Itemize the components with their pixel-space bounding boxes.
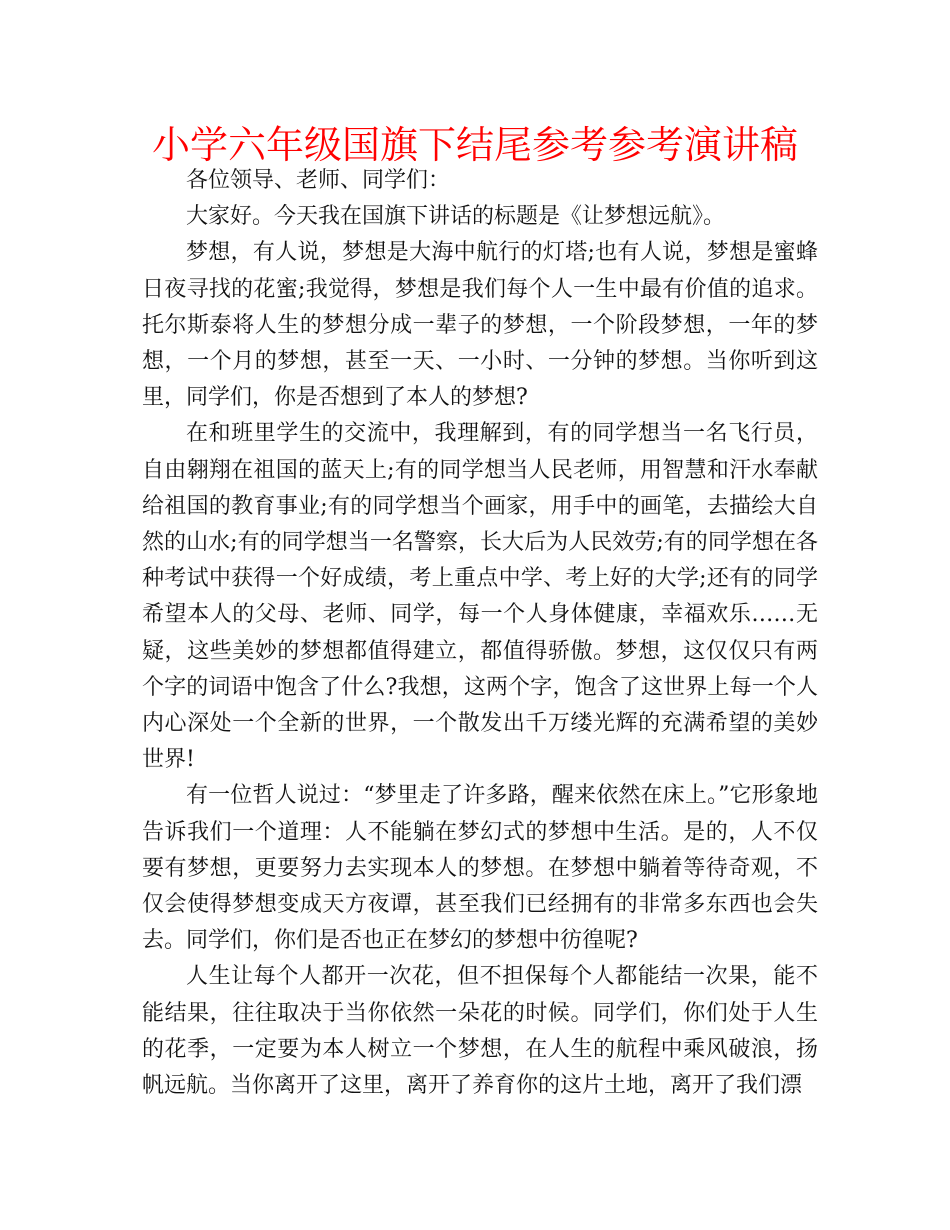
document-body <box>142 163 818 1104</box>
paragraph-intro: 大家好。今天我在国旗下讲话的标题是《让梦想远航》。 <box>186 204 726 230</box>
document-title: 小学六年级国旗下结尾参考参考演讲稿 <box>151 123 798 167</box>
paragraph-philosopher-quote: 有一位哲人说过：“梦里走了许多路，醒来依然在床上。”它形象地告诉我们一个道理：人不能躺在梦幻式的梦想中生活。是的，人不仅要有梦想，更要努力去实现本人的梦想。在梦想中躺着等待奇观，不仅会使得梦想变成天方夜谭，甚至我们已经拥有的非常多东西也会失去。同学们，你们是否也正在梦幻的梦想中彷徨呢? <box>142 783 818 954</box>
paragraph-dream-definition: 梦想，有人说，梦想是大海中航行的灯塔;也有人说，梦想是蜜蜂日夜寻找的花蜜;我觉得，梦想是我们每个人一生中最有价值的追求。托尔斯泰将人生的梦想分成一辈子的梦想，一个阶段梦想，一年的梦想，一个月的梦想，甚至一天、一小时、一分钟的梦想。当你听到这里，同学们，你是否想到了本人的梦想? <box>142 240 818 411</box>
paragraph-greeting: 各位领导、老师、同学们： <box>186 168 451 193</box>
paragraph-life-flower: 人生让每个人都开一次花，但不担保每个人都能结一次果，能不能结果，往往取决于当你依然一朵花的时候。同学们，你们处于人生的花季，一定要为本人树立一个梦想，在人生的航程中乘风破浪，扬帆远航。当你离开了这里，离开了养育你的这片土地，离开了我们漂 <box>142 964 818 1099</box>
paragraph-classmate-dreams: 在和班里学生的交流中，我理解到，有的同学想当一名飞行员，自由翱翔在祖国的蓝天上;有的同学想当人民老师，用智慧和汗水奉献给祖国的教育事业;有的同学想当个画家，用手中的画笔，去描绘大自然的山水;有的同学想当一名警察，长大后为人民效劳;有的同学想在各种考试中获得一个好成绩，考上重点中学、考上好的大学;还有的同学希望本人的父母、老师、同学，每一个人身体健康，幸福欢乐……无疑，这些美妙的梦想都值得建立，都值得骄傲。梦想，这仅仅只有两个字的词语中饱含了什么?我想，这两个字，饱含了这世界上每一个人内心深处一个全新的世界，一个散发出千万缕光辉的充满希望的美妙世界! <box>142 421 818 773</box>
